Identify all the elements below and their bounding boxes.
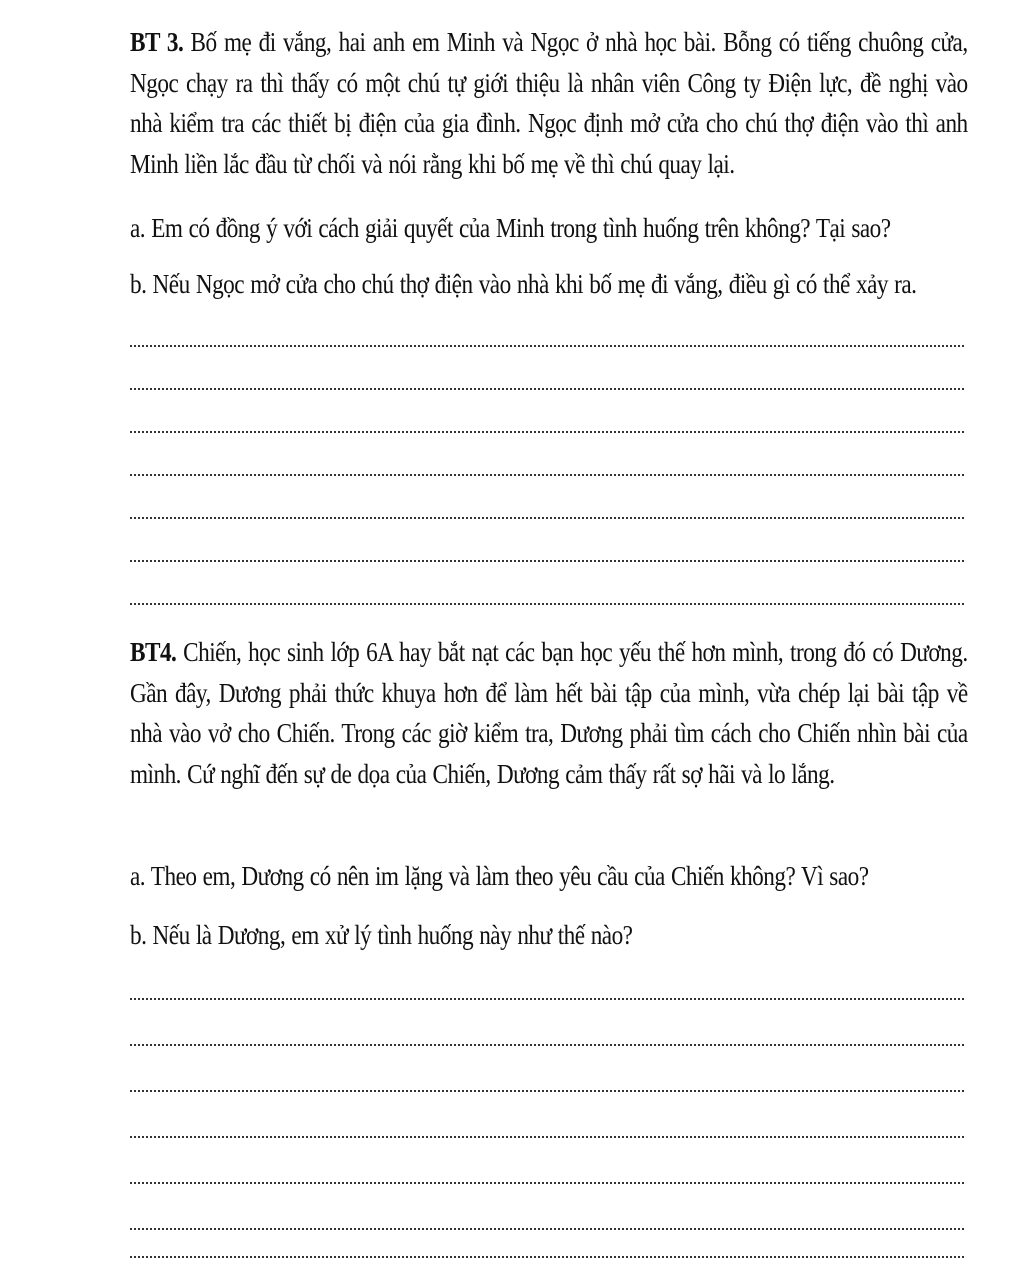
- answer-line[interactable]: [130, 998, 964, 1000]
- answer-line[interactable]: [130, 1256, 964, 1258]
- answer-line[interactable]: [130, 560, 964, 562]
- exercise-bt4-label: BT4.: [130, 637, 177, 667]
- answer-line[interactable]: [130, 474, 964, 476]
- exercise-bt3-question-a: a. Em có đồng ý với cách giải quyết của Minh trong tình huống trên không? Tại sao?: [130, 213, 891, 243]
- answer-line[interactable]: [130, 603, 964, 605]
- answer-line[interactable]: [130, 1090, 964, 1092]
- answer-line[interactable]: [130, 431, 964, 433]
- answer-line[interactable]: [130, 1182, 964, 1184]
- exercise-bt3-body: Bố mẹ đi vắng, hai anh em Minh và Ngọc ở nhà học bài. Bỗng có tiếng chuông cửa, Ngọc chạy ra thì thấy có một chú tự giới thiệu là nhân viên Công ty Điện lực, đề nghị vào nhà kiểm tra các thiết bị điện của gia đình. Ngọc định mở cửa cho chú thợ điện vào thì anh Minh liền lắc đầu từ chối và nói rằng khi bố mẹ về thì chú quay lại.: [130, 27, 968, 179]
- exercise-bt3-question-b: b. Nếu Ngọc mở cửa cho chú thợ điện vào nhà khi bố mẹ đi vắng, điều gì có thể xảy ra.: [130, 269, 917, 299]
- answer-line[interactable]: [130, 517, 964, 519]
- exercise-bt4-body: Chiến, học sinh lớp 6A hay bắt nạt các bạn học yếu thế hơn mình, trong đó có Dương. Gần đây, Dương phải thức khuya hơn để làm hết bài tập của mình, vừa chép lại bài tập về nhà vào vở cho Chiến. Trong các giờ kiểm tra, Dương phải tìm cách cho Chiến nhìn bài của mình. Cứ nghĩ đến sự de dọa của Chiến, Dương cảm thấy rất sợ hãi và lo lắng.: [130, 637, 968, 789]
- exercise-bt4-paragraph: [130, 632, 968, 794]
- exercise-bt4-question-b: b. Nếu là Dương, em xử lý tình huống này như thế nào?: [130, 920, 633, 950]
- answer-line[interactable]: [130, 1228, 964, 1230]
- answer-line[interactable]: [130, 1044, 964, 1046]
- answer-line[interactable]: [130, 388, 964, 390]
- exercise-bt3-paragraph: [130, 22, 968, 184]
- exercise-bt4-question-a: a. Theo em, Dương có nên im lặng và làm theo yêu cầu của Chiến không? Vì sao?: [130, 861, 869, 891]
- answer-line[interactable]: [130, 1136, 964, 1138]
- answer-line[interactable]: [130, 345, 964, 347]
- exercise-bt3-label: BT 3.: [130, 27, 184, 57]
